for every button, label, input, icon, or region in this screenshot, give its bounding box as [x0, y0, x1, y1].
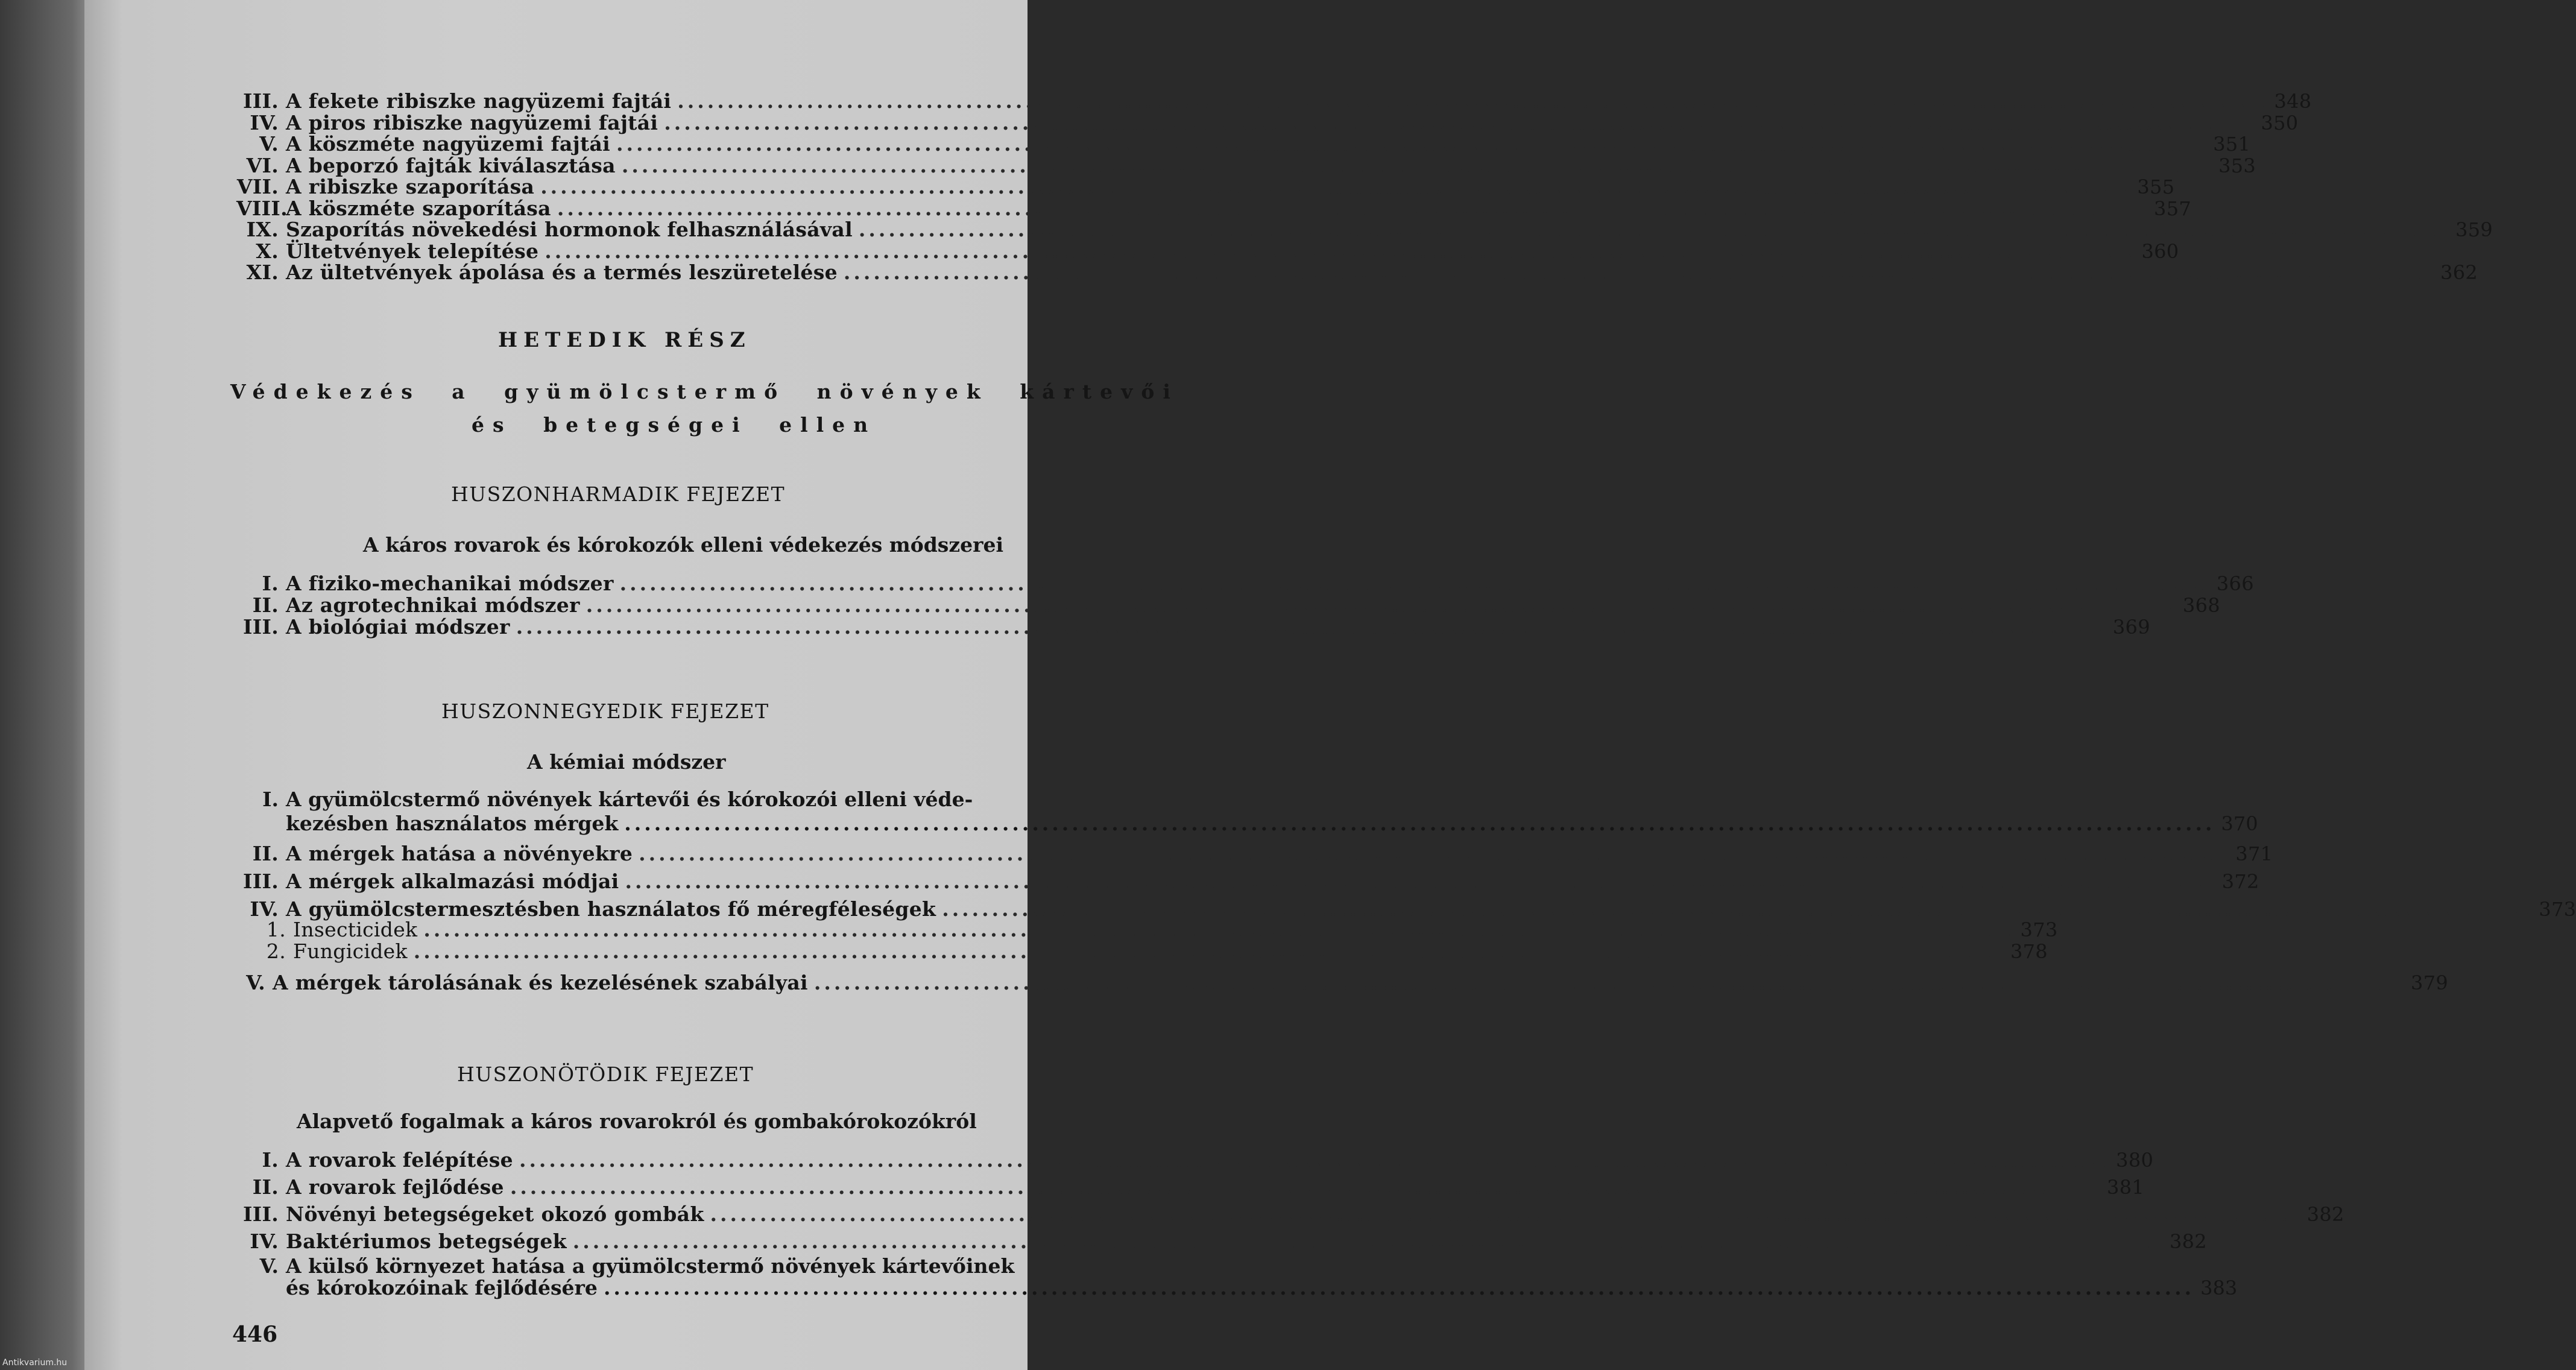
part-heading: HETEDIK RÉSZ: [498, 328, 751, 352]
page-number: 353: [2218, 154, 2256, 177]
leader-dots: [844, 260, 2434, 284]
leader-dots: [510, 1175, 2101, 1199]
toc-entry: [236, 153, 2256, 177]
leader-dots: [639, 842, 2229, 865]
entry-number: VII.: [236, 175, 279, 198]
page-number: 382: [2306, 1203, 2344, 1226]
entry-number: 2.: [266, 939, 286, 963]
toc-entry: [236, 593, 2220, 617]
entry-number: III.: [243, 1202, 279, 1226]
toc-entry: [236, 260, 2478, 284]
entry-title-line1: A külső környezet hatása a gyümölcstermő növények kártevőinek: [286, 1254, 1015, 1278]
entry-title: Szaporítás növekedési hormonok felhasználásával: [286, 218, 853, 241]
chapter-24-entry-5: [229, 971, 2449, 994]
toc-entry: [236, 842, 2273, 865]
page-number: 379: [2411, 971, 2449, 994]
entry-number: I.: [262, 572, 279, 595]
entry-title: Baktériumos betegségek: [286, 1230, 567, 1253]
entry-number: IV.: [250, 110, 279, 134]
part-subtitle-line1: Védekezés a gyümölcstermő növények kártevői: [230, 380, 1179, 403]
leader-dots: [586, 593, 2177, 617]
toc-entry: [236, 89, 2312, 113]
chapter-25-heading: HUSZONÖTÖDIK FEJEZET: [457, 1062, 754, 1086]
entry-title: A fiziko-mechanikai módszer: [286, 572, 614, 595]
entry-number: XI.: [246, 260, 279, 284]
entry-number: V.: [246, 971, 265, 994]
entry-number: II.: [252, 1175, 279, 1199]
chapter-24-heading: HUSZONNEGYEDIK FEJEZET: [441, 699, 769, 723]
leader-dots: [573, 1230, 2164, 1253]
chapter-24-title: A kémiai módszer: [527, 750, 726, 774]
toc-entry: [236, 1202, 2344, 1226]
page-number: 381: [2107, 1176, 2145, 1199]
entry-title: A biológiai módszer: [286, 615, 510, 639]
leader-dots: [625, 870, 2216, 893]
page-number: 357: [2154, 197, 2192, 220]
toc-entry: [236, 175, 2175, 198]
entry-title-line2: kezésben használatos mérgek: [286, 812, 619, 835]
page-number: 383: [2200, 1277, 2238, 1299]
page-number: 373: [2539, 898, 2576, 921]
toc-entry: [236, 615, 2150, 639]
entry-number: III.: [243, 615, 279, 639]
toc-entry: [244, 918, 2058, 941]
leader-dots: [624, 812, 2215, 835]
entry-title: Növényi betegségeket okozó gombák: [286, 1202, 704, 1226]
toc-entry: [244, 939, 2048, 963]
entry-number: X.: [256, 239, 279, 263]
page-number: 355: [2137, 175, 2175, 198]
toc-entry: [236, 132, 2251, 156]
part-subtitle-line2: és betegségei ellen: [472, 413, 877, 437]
page-number: 362: [2440, 261, 2478, 284]
entry-title: Insecticidek: [293, 918, 418, 941]
entry-title: Az agrotechnikai módszer: [286, 593, 580, 617]
entry-title: A piros ribiszke nagyüzemi fajtái: [286, 110, 658, 134]
leader-dots: [423, 918, 2014, 941]
leader-dots: [516, 615, 2107, 639]
entry-title: Fungicidek: [293, 939, 408, 963]
watermark: Antikvarium.hu: [2, 1358, 68, 1368]
entry-title: Az ültetvények ápolása és a termés leszüretelése: [286, 260, 838, 284]
entry-number: II.: [252, 842, 279, 865]
toc-entry: [236, 870, 2259, 893]
toc-entry: [236, 239, 2179, 263]
page-number: 378: [2010, 940, 2048, 963]
page-number: 372: [2221, 870, 2259, 893]
chapter-23-heading: HUSZONHARMADIK FEJEZET: [451, 482, 786, 506]
chapter-25-entry-5: [236, 1254, 2238, 1302]
page-number: 359: [2455, 218, 2493, 241]
leader-dots: [604, 1276, 2194, 1299]
leader-dots: [540, 175, 2131, 198]
entry-number: IV.: [250, 1230, 279, 1253]
entry-title: A fekete ribiszke nagyüzemi fajtái: [286, 89, 672, 113]
entry-number: IX.: [246, 218, 279, 241]
entry-number: II.: [252, 593, 279, 617]
entry-number: V.: [259, 132, 279, 156]
page-number: 360: [2141, 239, 2179, 263]
page-number: 348: [2274, 90, 2312, 113]
entry-number: IV.: [250, 897, 279, 921]
entry-number: III.: [243, 870, 279, 893]
page-number: 373: [2020, 918, 2058, 941]
chapter-25-title: Alapvető fogalmak a káros rovarokról és gombakórokozókról: [297, 1110, 977, 1133]
entry-number: I.: [262, 788, 279, 811]
page-folio-number: 446: [232, 1322, 278, 1347]
leader-dots: [557, 197, 2148, 220]
entry-title: A mérgek hatása a növényekre: [286, 842, 633, 865]
toc-entry: [236, 218, 2493, 241]
entry-title: A rovarok fejlődése: [286, 1175, 504, 1199]
page-number: 371: [2235, 842, 2273, 865]
entry-number: III.: [243, 89, 279, 113]
leader-dots: [622, 154, 2212, 177]
entry-number: VIII.: [236, 196, 288, 220]
page-number: 368: [2182, 594, 2220, 617]
toc-entry: [236, 572, 2254, 595]
entry-title: A ribiszke szaporítása: [286, 175, 535, 198]
chapter-23-title: A káros rovarok és kórokozók elleni védekezés módszerei: [363, 533, 1004, 557]
page-number: 382: [2169, 1230, 2207, 1253]
leader-dots: [710, 1202, 2301, 1226]
entry-title: A gyümölcstermesztésben használatos fő méregféleségek: [286, 897, 936, 921]
leader-dots: [677, 89, 2268, 113]
entry-title-line1: A gyümölcstermő növények kártevői és kórokozói elleni véde-: [286, 788, 973, 811]
entry-title: A beporzó fajták kiválasztása: [286, 153, 616, 177]
entry-title: A mérgek alkalmazási módjai: [286, 870, 619, 893]
entry-number: 1.: [266, 918, 286, 941]
chapter-24-entry-1: [236, 788, 2258, 836]
page-number: 351: [2213, 133, 2251, 156]
page-number: 370: [2221, 812, 2258, 835]
entry-title: Ültetvények telepítése: [286, 239, 539, 263]
toc-entry: [236, 1230, 2207, 1253]
toc-entry: [236, 1175, 2145, 1199]
leader-dots: [814, 971, 2405, 994]
entry-title: A köszméte nagyüzemi fajtái: [286, 132, 611, 156]
toc-entry: [236, 1148, 2154, 1172]
page-number: 369: [2112, 616, 2150, 639]
leader-dots: [664, 111, 2255, 134]
leader-dots: [414, 939, 2004, 963]
entry-number: VI.: [246, 153, 279, 177]
entry-number: I.: [262, 1148, 279, 1172]
leader-dots: [620, 572, 2211, 595]
entry-number: V.: [259, 1254, 279, 1278]
toc-entry: [236, 196, 2192, 220]
page-number: 380: [2116, 1149, 2154, 1172]
toc-entry: [236, 110, 2299, 134]
page-number: 350: [2261, 111, 2299, 134]
leader-dots: [519, 1148, 2110, 1172]
page-number: 366: [2216, 572, 2254, 595]
leader-dots: [616, 132, 2207, 156]
entry-title-line2: és kórokozóinak fejlődésére: [286, 1276, 598, 1299]
entry-title: A köszméte szaporítása: [286, 196, 551, 220]
entry-title: A mérgek tárolásának és kezelésének szabályai: [273, 971, 808, 994]
entry-title: A rovarok felépítése: [286, 1148, 513, 1172]
leader-dots: [545, 239, 2135, 263]
leader-dots: [859, 218, 2449, 241]
book-spine-shadow: [0, 0, 90, 1370]
